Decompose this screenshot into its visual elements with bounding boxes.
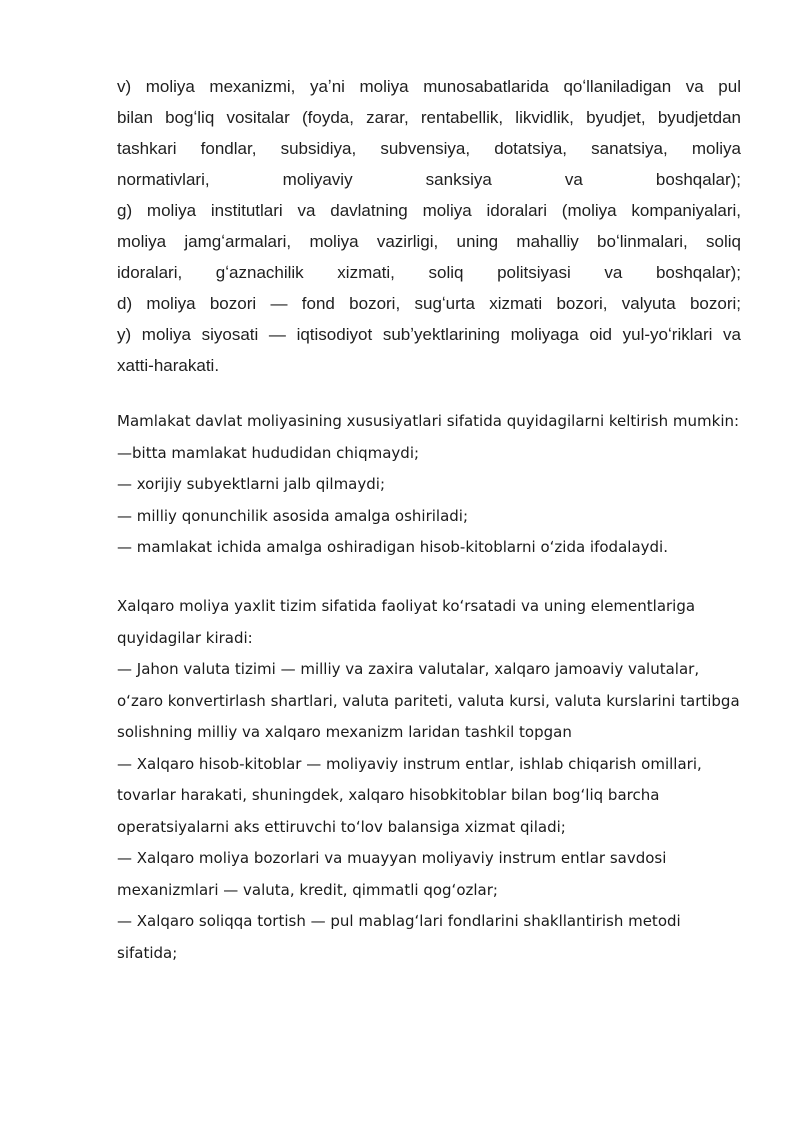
item-d-line: d) moliya bozori — fond bozori, sugʻurta xizmati bozori, valyuta bozori; bbox=[117, 294, 741, 313]
item-v-line: normativlari, moliyaviy sanksiya va boshqalar); bbox=[117, 170, 741, 189]
international-finance-section bbox=[117, 591, 757, 969]
text-line: sifatida; bbox=[117, 943, 178, 962]
feature-item: — milliy qonunchilik asosida amalga oshiriladi; bbox=[117, 506, 469, 525]
text-line: solishning milliy va xalqaro mexanizm laridan tashkil topgan bbox=[117, 723, 572, 741]
feature-item: — xorijiy subyektlarni jalb qilmaydi; bbox=[117, 475, 385, 493]
text-line: — Xalqaro hisob-kitoblar — moliyaviy instrum entlar, ishlab chiqarish omillari, bbox=[117, 754, 702, 773]
item-v-line: v) moliya mexanizmi, yaʼni moliya munosabatlarida qoʻllaniladigan va pul bbox=[117, 77, 741, 96]
item-y-line: y) moliya siyosati — iqtisodiyot subʼyektlarining moliyaga oid yul-yoʻriklari va bbox=[117, 325, 741, 344]
text-line: quyidagilar kiradi: bbox=[117, 628, 253, 647]
text-line: oʻzaro konvertirlash shartlari, valuta pariteti, valuta kursi, valuta kurslarini tartibga bbox=[117, 691, 740, 710]
item-g-line: idoralari, gʻaznachilik xizmati, soliq politsiyasi va boshqalar); bbox=[117, 263, 741, 282]
text-line: — Jahon valuta tizimi — milliy va zaxira valutalar, xalqaro jamoaviy valutalar, bbox=[117, 660, 700, 678]
item-g-line: moliya jamgʻarmalari, moliya vazirligi, uning mahalliy boʻlinmalari, soliq bbox=[117, 232, 741, 251]
features-intro: Mamlakat davlat moliyasining xususiyatlari sifatida quyidagilarni keltirish mumkin: bbox=[117, 412, 740, 430]
text-line: — Xalqaro soliqqa tortish — pul mablagʻlari fondlarini shakllantirish metodi bbox=[117, 912, 681, 930]
feature-item: — mamlakat ichida amalga oshiradigan hisob-kitoblarni oʻzida ifodalaydi. bbox=[117, 538, 668, 556]
item-g-line: g) moliya institutlari va davlatning moliya idoralari (moliya kompaniyalari, bbox=[117, 201, 741, 220]
text-line: operatsiyalarni aks ettiruvchi toʻlov balansiga xizmat qiladi; bbox=[117, 817, 566, 836]
item-v-line: tashkari fondlar, subsidiya, subvensiya, dotatsiya, sanatsiya, moliya bbox=[117, 139, 741, 158]
text-line: — Xalqaro moliya bozorlari va muayyan moliyaviy instrum entlar savdosi bbox=[117, 849, 667, 867]
text-line: mexanizmlari — valuta, kredit, qimmatli qogʻozlar; bbox=[117, 880, 498, 899]
finance-elements-list bbox=[117, 71, 741, 381]
state-finance-features bbox=[117, 406, 757, 564]
text-line: Xalqaro moliya yaxlit tizim sifatida faoliyat koʻrsatadi va uning elementlariga bbox=[117, 597, 696, 615]
item-v-line: bilan bogʻliq vositalar (foyda, zarar, rentabellik, likvidlik, byudjet, byudjetdan bbox=[117, 108, 741, 127]
text-line: tovarlar harakati, shuningdek, xalqaro hisobkitoblar bilan bogʻliq barcha bbox=[117, 786, 660, 804]
item-y-line: xatti-harakati. bbox=[117, 356, 220, 375]
feature-item: —bitta mamlakat hududidan chiqmaydi; bbox=[117, 443, 420, 462]
